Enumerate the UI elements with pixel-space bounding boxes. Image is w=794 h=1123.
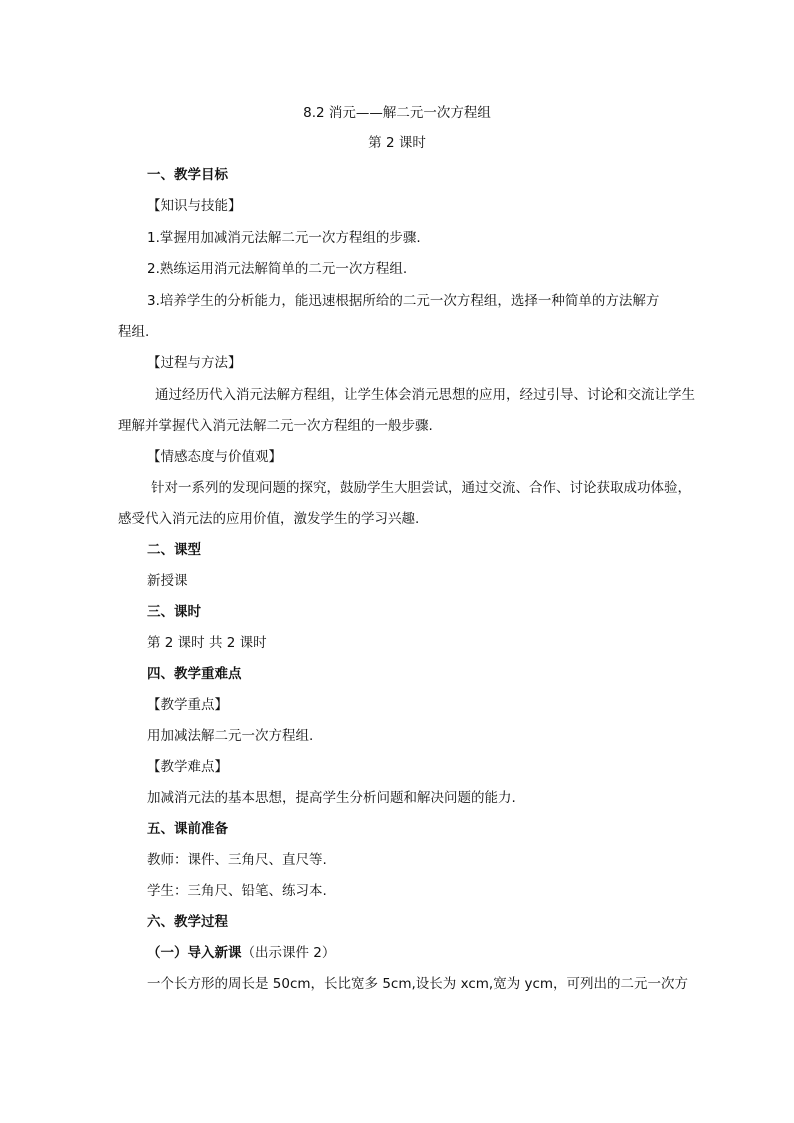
process-heading: 【过程与方法】 xyxy=(147,355,242,371)
difficulty-value: 加减消元法的基本思想，提高学生分析问题和解决问题的能力. xyxy=(147,790,516,806)
document-subtitle: 第 2 课时 xyxy=(368,135,426,151)
knowledge-item-2: 2.熟练运用消元法解简单的二元一次方程组. xyxy=(147,261,408,277)
knowledge-item-3-line-2: 程组. xyxy=(118,324,150,340)
preparation-student: 学生：三角尺、铅笔、练习本. xyxy=(147,883,327,899)
process-paragraph-line-2: 理解并掌握代入消元法解二元一次方程组的一般步骤. xyxy=(118,418,433,434)
attitude-heading: 【情感态度与价值观】 xyxy=(147,449,282,465)
document-title: 8.2 消元——解二元一次方程组 xyxy=(303,105,491,121)
knowledge-heading: 【知识与技能】 xyxy=(147,198,242,214)
teaching-process-heading: 六、教学过程 xyxy=(147,914,228,930)
intro-subheading-bold: （一）导入新课 xyxy=(147,945,242,961)
hours-heading: 三、课时 xyxy=(147,604,201,620)
key-point-label: 【教学重点】 xyxy=(147,697,228,713)
type-heading: 二、课型 xyxy=(147,542,201,558)
preparation-teacher: 教师：课件、三角尺、直尺等. xyxy=(147,852,327,868)
problem-statement: 一个长方形的周长是 50cm，长比宽多 5cm,设长为 xcm,宽为 ycm，可列出的二元一次方 xyxy=(147,976,689,992)
objectives-heading: 一、教学目标 xyxy=(147,167,228,183)
type-value: 新授课 xyxy=(147,573,188,589)
knowledge-item-3-line-1: 3.培养学生的分析能力，能迅速根据所给的二元一次方程组，选择一种简单的方法解方 xyxy=(147,293,660,309)
intro-subheading xyxy=(147,943,335,963)
knowledge-item-1: 1.掌握用加减消元法解二元一次方程组的步骤. xyxy=(147,230,421,246)
attitude-paragraph-line-2: 感受代入消元法的应用价值，激发学生的学习兴趣. xyxy=(118,511,420,527)
difficulty-label: 【教学难点】 xyxy=(147,759,228,775)
preparation-heading: 五、课前准备 xyxy=(147,821,228,837)
process-paragraph-line-1: 通过经历代入消元法解方程组，让学生体会消元思想的应用，经过引导、讨论和交流让学生 xyxy=(155,387,695,403)
hours-value: 第 2 课时 共 2 课时 xyxy=(147,635,267,651)
key-points-heading: 四、教学重难点 xyxy=(147,666,242,682)
attitude-paragraph-line-1: 针对一系列的发现问题的探究，鼓励学生大胆尝试，通过交流、合作、讨论获取成功体验， xyxy=(151,480,691,496)
key-point-value: 用加减法解二元一次方程组. xyxy=(147,728,314,744)
intro-subheading-note: （出示课件 2） xyxy=(241,945,336,961)
